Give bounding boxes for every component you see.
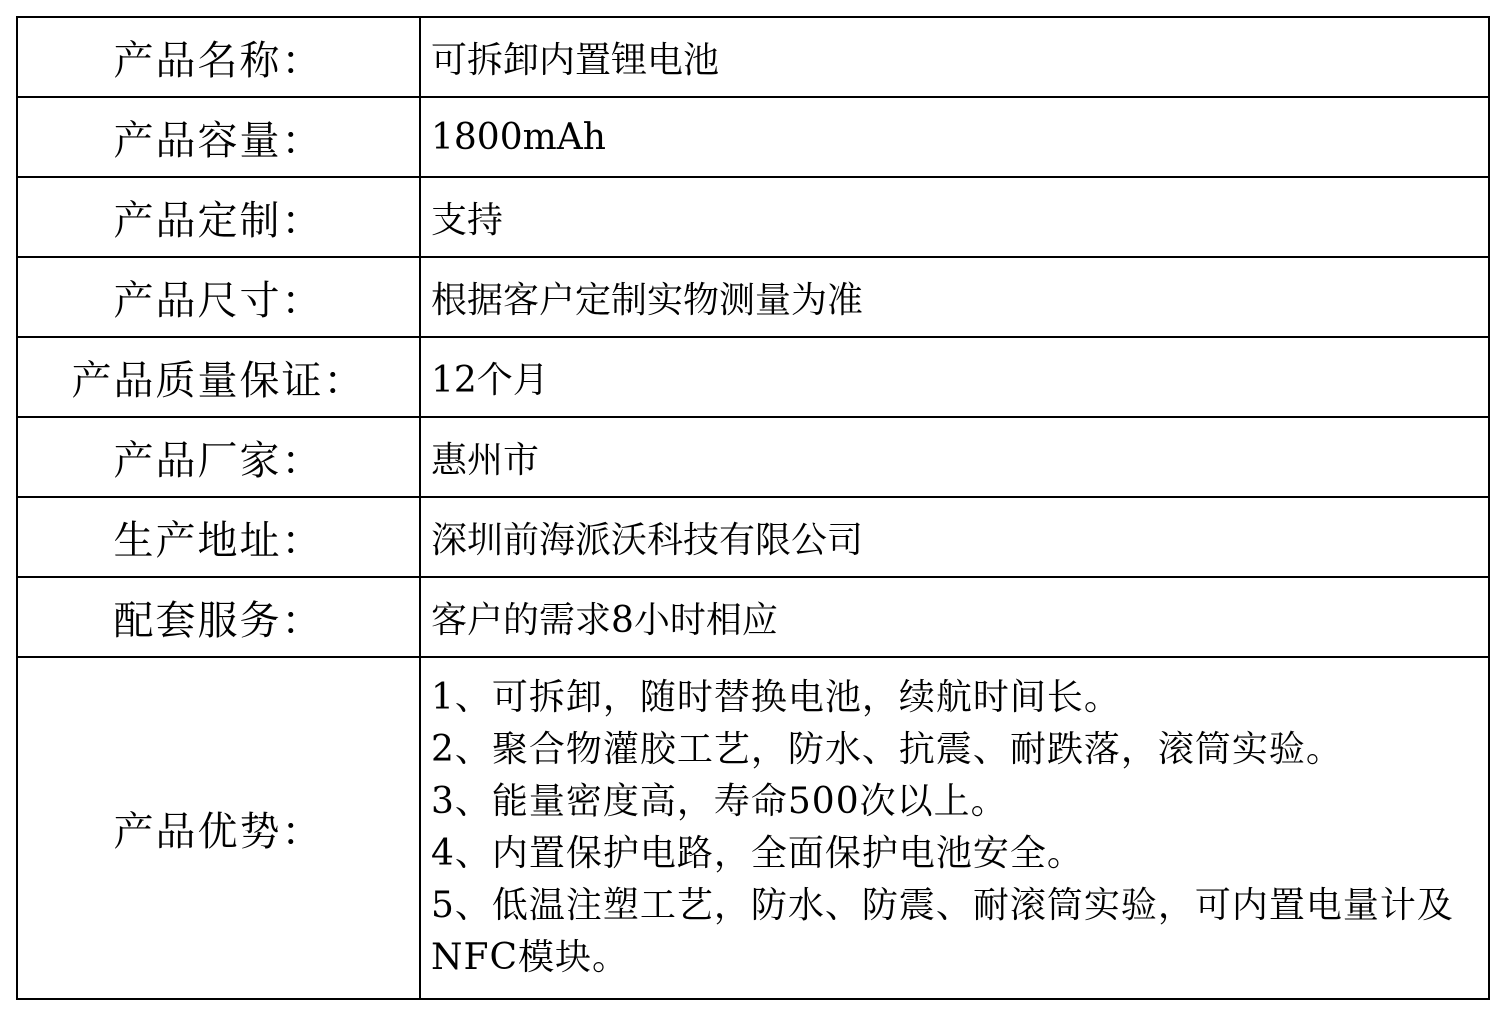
advantage-item: 2、聚合物灌胶工艺，防水、抗震、耐跌落，滚筒实验。 [431,729,1343,770]
spec-row-manufacturer [17,417,1489,497]
spec-label: 产品质量保证： [17,337,420,417]
spec-row-advantages [17,657,1489,999]
spec-label: 产品尺寸： [17,257,420,337]
advantages-cell [420,657,1489,999]
advantage-item: 1、可拆卸，随时替换电池，续航时间长。 [431,677,1121,718]
spec-label: 产品定制： [17,177,420,257]
spec-row-customization [17,177,1489,257]
spec-label: 配套服务： [17,577,420,657]
spec-row-service [17,577,1489,657]
advantage-item: 4、内置保护电路，全面保护电池安全。 [431,833,1084,874]
spec-value: 支持 [420,177,1489,257]
advantages-list [431,672,1488,984]
spec-value: 客户的需求8小时相应 [420,577,1489,657]
advantage-item: 5、低温注塑工艺，防水、防震、耐滚筒实验，可内置电量计及NFC模块。 [431,885,1454,978]
spec-value: 根据客户定制实物测量为准 [420,257,1489,337]
spec-value: 深圳前海派沃科技有限公司 [420,497,1489,577]
spec-label: 产品厂家： [17,417,420,497]
spec-value: 惠州市 [420,417,1489,497]
spec-row-capacity [17,97,1489,177]
spec-label: 产品容量： [17,97,420,177]
spec-label: 产品优势： [17,657,420,999]
spec-value: 1800mAh [420,97,1489,177]
spec-row-size [17,257,1489,337]
spec-value: 12个月 [420,337,1489,417]
spec-row-warranty [17,337,1489,417]
spec-value: 可拆卸内置锂电池 [420,17,1489,97]
advantage-item: 3、能量密度高，寿命500次以上。 [431,781,1008,822]
spec-row-name [17,17,1489,97]
spec-label: 产品名称： [17,17,420,97]
product-spec-table [16,16,1490,1000]
spec-row-address [17,497,1489,577]
spec-label: 生产地址： [17,497,420,577]
